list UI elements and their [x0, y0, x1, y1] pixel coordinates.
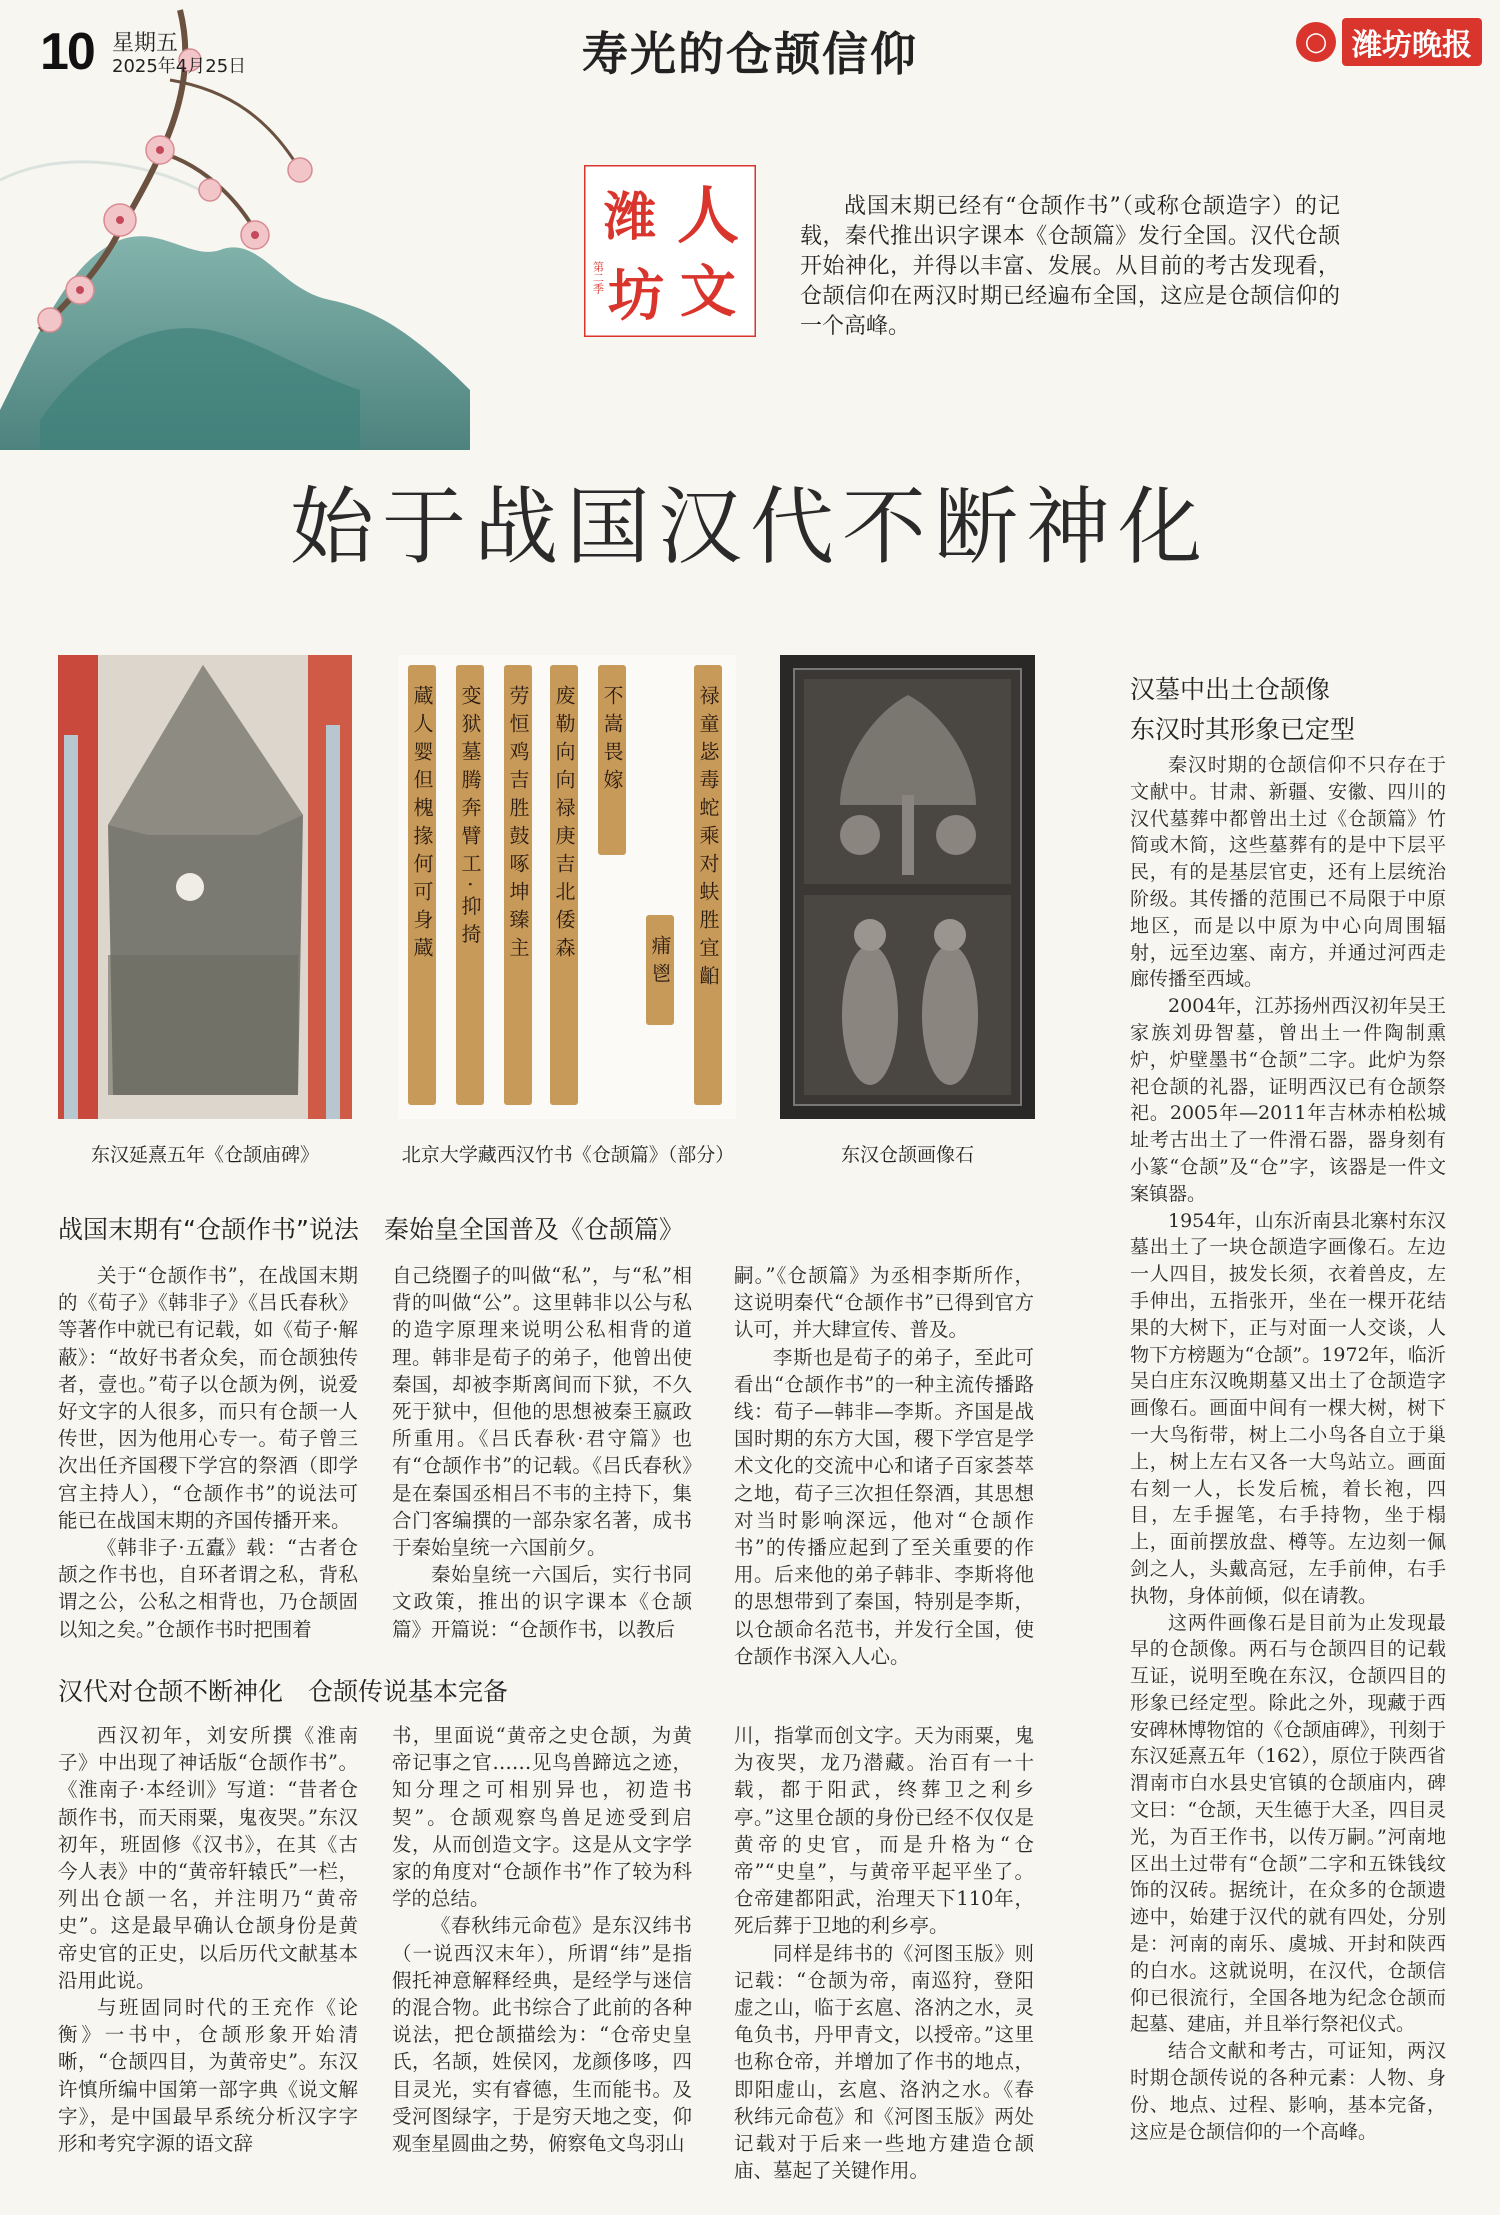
- bamboo-strip: [504, 665, 532, 1105]
- section1-paragraph: 关于“仓颉作书”，在战国末期的《荀子》《韩非子》《吕氏春秋》等著作中就已有记载，如《荀子·解蔽》：“故好书者众矣，而仓颉独传者，壹也。”荀子以仓颉为例，说爱好文字的人很多，而只有仓颉一人传世，因为他用心专一。荀子曾三次出任齐国稷下学宫的祭酒（即学宫主持人），“仓颉作书”的说法可能已在战国末期的齐国传播开来。: [58, 1264, 358, 1532]
- section2-column-1: [58, 1722, 358, 2157]
- section1-heading: 战国末期有“仓颉作书”说法 秦始皇全国普及《仓颉篇》: [58, 1215, 684, 1244]
- section1-column-2: [392, 1262, 692, 1643]
- section1-column-1: [58, 1262, 358, 1643]
- bamboo-strip: [408, 665, 436, 1105]
- seal-character: 潍: [603, 188, 657, 248]
- section2-paragraph: 同样是纬书的《河图玉版》则记载：“仓颉为帝，南巡狩，登阳虚之山，临于玄扈、洛汭之水，灵龟负书，丹甲青文，以授帝。”这里也称仓帝，并增加了作书的地点，即阳虚山，玄扈、洛汭之水。《春秋纬元命苞》和《河图玉版》两处记载对于后来一些地方建造仓颉庙、墓起了关键作用。: [734, 1941, 1034, 2183]
- section2-paragraph: 书，里面说“黄帝之史仓颉，为黄帝记事之官……见鸟兽蹄迒之迹，知分理之可相别异也，初造书契”。仓颉观察鸟兽足迹受到启发，从而创造文字。这是从文字学家的角度对“仓颉作书”作了较为科学的总结。: [392, 1724, 692, 1911]
- section2-column-3: [734, 1722, 1034, 2184]
- section2-heading: 汉代对仓颉不断神化 仓颉传说基本完备: [58, 1677, 509, 1706]
- svg-text:废勒向向禄庚吉北倭森: 废勒向向禄庚吉北倭森: [552, 685, 576, 965]
- svg-text:痡鬯: 痡鬯: [648, 935, 672, 991]
- right-heading-line1: 汉墓中出土仓颉像: [1130, 675, 1331, 704]
- right-paragraph: 2004年，江苏扬州西汉初年吴王家族刘毋智墓，曾出土一件陶制熏炉，炉壁墨书“仓颉”二字。此炉为祭祀仓颉的礼器，证明西汉已有仓颉祭祀。2005年—2011年吉林赤柏松城址考古出土了一件滑石器，器身刻有小篆“仓颉”及“仓”字，该器是一件文案镇器。: [1130, 995, 1446, 1205]
- section1-paragraph: 嗣。”《仓颉篇》为丞相李斯所作，这说明秦代“仓颉作书”已得到官方认可，并大肆宣传、普及。: [734, 1264, 1034, 1342]
- weekday-label: 星期五: [112, 31, 179, 56]
- section1-paragraph: 《韩非子·五蠹》载：“古者仓颉之作书也，自环者谓之私，背私谓之公，公私之相背也，乃仓颉固以知之矣。”仓颉作书时把围着: [58, 1536, 358, 1641]
- section1-paragraph: 李斯也是荀子的弟子，至此可看出“仓颉作书”的一种主流传播路线：荀子—韩非—李斯。齐国是战国时期的东方大国，稷下学宫是学术文化的交流中心和诸子百家荟萃之地，荀子三次担任祭酒，其思想对当时影响深远，他对“仓颉作书”的传播应起到了至关重要的作用。后来他的弟子韩非、李斯将他的思想带到了秦国，特别是李斯，以仓颉命名范书，并发行全国，使仓颉作书深入人心。: [734, 1345, 1034, 1668]
- right-paragraph: 结合文献和考古，可证知，两汉时期仓颉传说的各种元素：人物、身份、地点、过程、影响，基本完备，这应是仓颉信仰的一个高峰。: [1130, 2040, 1446, 2143]
- seal-small-text: 第二季: [591, 261, 605, 294]
- right-heading-line2: 东汉时其形象已定型: [1130, 715, 1356, 744]
- section2-paragraph: 川，指掌而创文字。天为雨粟，鬼为夜哭，龙乃潜藏。治百有一十载，都于阳武，终葬卫之利乡亭。”这里仓颉的身份已经不仅仅是黄帝的史官，而是升格为“仓帝”“史皇”，与黄帝平起平坐了。仓帝建都阳武，治理天下110年，死后葬于卫地的利乡亭。: [734, 1724, 1034, 1938]
- relief-rubbing-photo: [780, 655, 1035, 1119]
- section1-paragraph: 自己绕圈子的叫做“私”，与“私”相背的叫做“公”。这里韩非以公与私的造字原理来说明公私相背的道理。韩非是荀子的弟子，他曾出使秦国，却被李斯离间而下狱，不久死于狱中，但他的思想被秦王嬴政所重用。《吕氏春秋·君守篇》也有“仓颉作书”的记载。《吕氏春秋》是在秦国丞相吕不韦的主持下，集合门客编撰的一部杂家名著，成书于秦始皇统一六国前夕。: [392, 1264, 692, 1560]
- seal-character: 文: [680, 260, 736, 325]
- bamboo-strip: [456, 665, 484, 1105]
- publication-date: 2025年4月25日: [112, 56, 247, 77]
- newspaper-logo: [1296, 18, 1482, 66]
- stele-photo: [58, 655, 352, 1119]
- section1-paragraph: 秦始皇统一六国后，实行书同文政策，推出的识字课本《仓颉篇》开篇说：“仓颉作书，以教后: [392, 1563, 692, 1641]
- section2-paragraph: 《春秋纬元命苞》是东汉纬书（一说西汉末年），所谓“纬”是指假托神意解释经典，是经学与迷信的混合物。此书综合了此前的各种说法，把仓颉描绘为：“仓帝史皇氏，名颉，姓侯冈，龙颜侈哆，四目灵光，实有睿德，生而能书。及受河图绿字，于是穷天地之变，仰观奎星圆曲之势，俯察龟文鸟羽山: [392, 1914, 692, 2156]
- section2-paragraph: 与班固同时代的王充作《论衡》一书中，仓颉形象开始清晰，“仓颉四目，为黄帝史”。东汉许慎所编中国第一部字典《说文解字》，是中国最早系统分析汉字字形和考究字源的语文辞: [58, 1996, 358, 2156]
- svg-text:蔵人婴但槐掾何可身蔵: 蔵人婴但槐掾何可身蔵: [410, 685, 434, 965]
- stele-caption: 东汉延熹五年《仓颉庙碑》: [90, 1144, 319, 1166]
- svg-text:禄童毖毒蛇乘对蚨胜宜齨: 禄童毖毒蛇乘对蚨胜宜齨: [696, 685, 720, 993]
- right-paragraph: 秦汉时期的仓颉信仰不只存在于文献中。甘肃、新疆、安徽、四川的汉代墓葬中都曾出土过《仓颉篇》竹简或木简，这些墓葬有的是中下层平民，有的是基层官吏，还有上层统治阶级。其传播的范围已不局限于中原地区，而是以中原为中心向周围辐射，远至边塞、南方，并通过河西走廊传播至西域。: [1130, 754, 1446, 991]
- section1-column-3: [734, 1262, 1034, 1670]
- bamboo-strip: [550, 665, 578, 1105]
- page-number: 10: [40, 23, 94, 81]
- logo-mark-icon: ○: [1296, 22, 1336, 62]
- svg-text:变狱墓腾奔臂工·抑掎: 变狱墓腾奔臂工·抑掎: [458, 685, 482, 952]
- seal-character: 坊: [608, 264, 664, 329]
- bamboo-caption: 北京大学藏西汉竹书《仓颉篇》（部分）: [401, 1144, 735, 1166]
- svg-text:劳恒鸡吉胜鼓啄坤臻主: 劳恒鸡吉胜鼓啄坤臻主: [506, 685, 530, 965]
- seal-character: 人: [676, 179, 740, 252]
- headline: 始于战国汉代不断神化: [289, 478, 1210, 576]
- bamboo-strip: [694, 665, 722, 1105]
- intro-paragraph: 战国末期已经有“仓颉作书”（或称仓颉造字）的记载，秦代推出识字课本《仓颉篇》发行全国。汉代仓颉开始神化，并得以丰富、发展。从目前的考古发现看，仓颉信仰在两汉时期已经遍布全国，这应是仓颉信仰的一个高峰。: [800, 194, 1340, 339]
- section2-column-2: [392, 1722, 692, 2157]
- bamboo-strip: [598, 665, 626, 855]
- right-paragraph: 1954年，山东沂南县北寨村东汉墓出土了一块仓颉造字画像石。左边一人四目，披发长须，衣着兽皮，左手伸出，五指张开，坐在一棵开花结果的大树下，正与对面一人交谈，人物下方榜题为“仓颉”。1972年，临沂吴白庄东汉晚期墓又出土了仓颉造字画像石。画面中间有一棵大树，树下一大鸟衔带，树上二小鸟各自立于巢上，树上左右又各一大鸟站立。画面右刻一人，长发后梳，着长袍，四目，左手握笔，右手持物，坐于榻上，面前摆放盘、樽等。左边刻一佩剑之人，头戴高冠，左手前伸，右手执物，身体前倾，似在请教。: [1130, 1209, 1446, 1607]
- svg-text:不嵩畏嫁: 不嵩畏嫁: [600, 685, 624, 797]
- bamboo-slips-photo: [398, 655, 736, 1119]
- right-paragraph: 这两件画像石是目前为止发现最早的仓颉像。两石与仓颉四目的记载互证，说明至晚在东汉，仓颉四目的形象已经定型。除此之外，现藏于西安碑林博物馆的《仓颉庙碑》，刊刻于东汉延熹五年（162），原位于陕西省渭南市白水县史官镇的仓颉庙内，碑文曰：“仓颉，天生德于大圣，四目灵光，为百王作书，以传万嗣。”河南地区出土过带有“仓颉”二字和五铢钱纹饰的汉砖。据统计，在众多的仓颉遗迹中，始建于汉代的就有四处，分别是：河南的南乐、虞城、开封和陕西的白水。这就说明，在汉代，仓颉信仰已很流行，全国各地为纪念仓颉而起墓、建庙，并且举行祭祀仪式。: [1130, 1611, 1446, 2036]
- bamboo-strip: [646, 915, 674, 1025]
- right-column-body: [1130, 752, 1446, 2145]
- logo-text: 潍坊晚报: [1342, 18, 1482, 66]
- column-seal-stamp: [584, 165, 756, 337]
- section-title: 寿光的仓颉信仰: [582, 27, 918, 81]
- section2-paragraph: 西汉初年，刘安所撰《淮南子》中出现了神话版“仓颉作书”。《淮南子·本经训》写道：“昔者仓颉作书，而天雨粟，鬼夜哭。”东汉初年，班固修《汉书》，在其《古今人表》中的“黄帝轩辕氏”一栏，列出仓颉一名，并注明乃“黄帝史”。这是最早确认仓颉身份是黄帝史官的正史，以后历代文献基本沿用此说。: [58, 1724, 358, 1992]
- relief-caption: 东汉仓颉画像石: [840, 1144, 974, 1166]
